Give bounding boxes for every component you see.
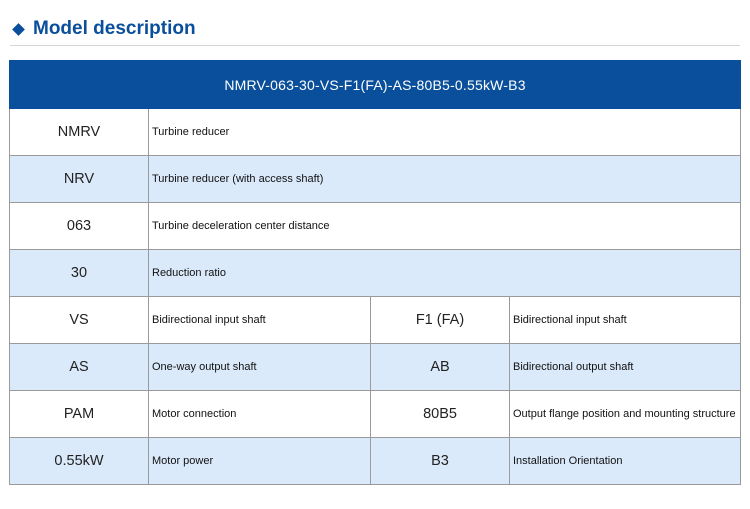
row-description-left: Bidirectional input shaft [149, 297, 371, 344]
table-row [10, 109, 741, 156]
row-code: 30 [10, 250, 149, 297]
diamond-bullet-icon [12, 23, 25, 36]
row-description-right: Installation Orientation [510, 438, 741, 485]
model-code: NMRV-063-30-VS-F1(FA)-AS-80B5-0.55kW-B3 [10, 61, 741, 109]
row-description-left: One-way output shaft [149, 344, 371, 391]
row-code: NRV [10, 156, 149, 203]
row-description-right: Output flange position and mounting structure [510, 391, 741, 438]
row-code-right: B3 [371, 438, 510, 485]
row-description-right: Bidirectional input shaft [510, 297, 741, 344]
row-code-left: 0.55kW [10, 438, 149, 485]
row-code-left: AS [10, 344, 149, 391]
table-row [10, 297, 741, 344]
model-description-table [9, 60, 741, 485]
table-row [10, 344, 741, 391]
row-description: Turbine reducer (with access shaft) [149, 156, 741, 203]
row-description-left: Motor power [149, 438, 371, 485]
heading-divider [10, 45, 740, 46]
row-code-left: VS [10, 297, 149, 344]
row-description-left: Motor connection [149, 391, 371, 438]
row-description-right: Bidirectional output shaft [510, 344, 741, 391]
row-code-right: F1 (FA) [371, 297, 510, 344]
row-code-right: 80B5 [371, 391, 510, 438]
row-code-left: PAM [10, 391, 149, 438]
section-heading [10, 18, 196, 40]
table-row [10, 250, 741, 297]
row-description: Reduction ratio [149, 250, 741, 297]
table-row [10, 156, 741, 203]
section-title: Model description [33, 18, 196, 39]
row-code: 063 [10, 203, 149, 250]
table-header-row [10, 61, 741, 109]
row-code: NMRV [10, 109, 149, 156]
row-description: Turbine deceleration center distance [149, 203, 741, 250]
row-description: Turbine reducer [149, 109, 741, 156]
table-row [10, 203, 741, 250]
table-row [10, 391, 741, 438]
table-row [10, 438, 741, 485]
row-code-right: AB [371, 344, 510, 391]
